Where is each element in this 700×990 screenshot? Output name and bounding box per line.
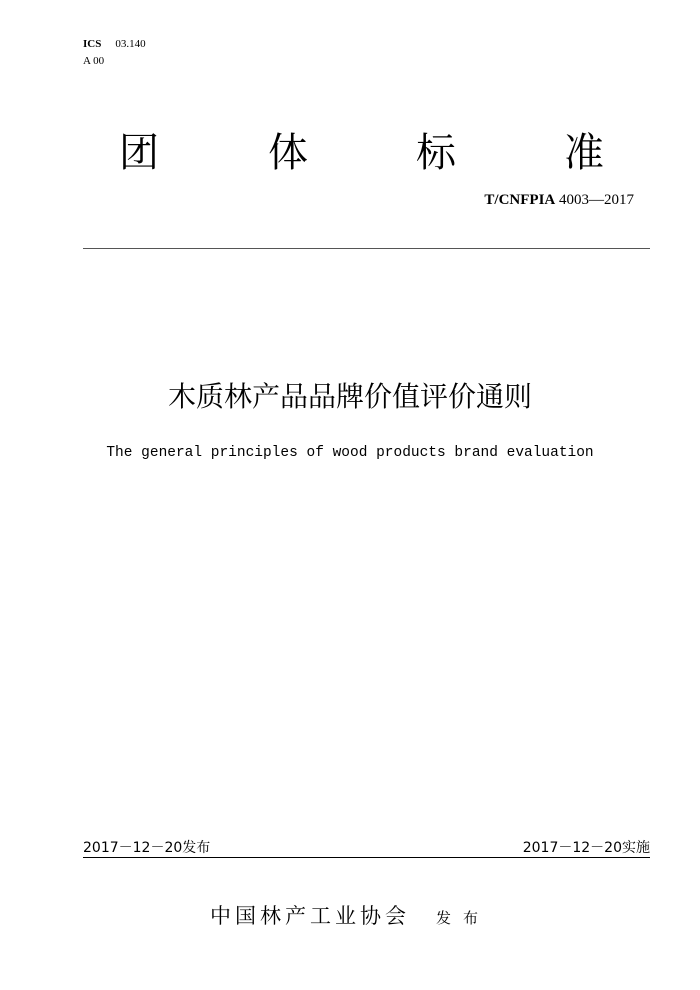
standard-type-char: 体 (268, 130, 308, 176)
standard-type-char: 团 (119, 130, 159, 176)
standard-number-prefix: T/CNFPIA (484, 192, 556, 208)
implementation-date: 2017－12－20实施 (522, 840, 650, 856)
document-title-english: The general principles of wood products brand evaluation (106, 445, 594, 461)
ics-classification (83, 37, 146, 51)
ics-label: ICS (83, 38, 102, 50)
publisher-name: 中国林产工业协会 (209, 904, 410, 928)
publisher (0, 900, 700, 930)
issue-date: 2017－12－20发布 (83, 840, 211, 856)
standard-type-char: 准 (564, 130, 604, 176)
ccs-classification (83, 54, 104, 68)
ics-code: 03.140 (115, 38, 146, 50)
footer-divider (83, 857, 650, 858)
standard-number-code: 4003—2017 (559, 192, 634, 208)
header-divider (83, 248, 650, 249)
standard-type-char: 标 (416, 130, 456, 176)
ccs-code: A 00 (83, 55, 105, 67)
standard-number (484, 190, 634, 210)
publisher-action: 发布 (435, 909, 490, 927)
document-title-chinese: 木质林产品品牌价值评价通则 (167, 380, 532, 413)
